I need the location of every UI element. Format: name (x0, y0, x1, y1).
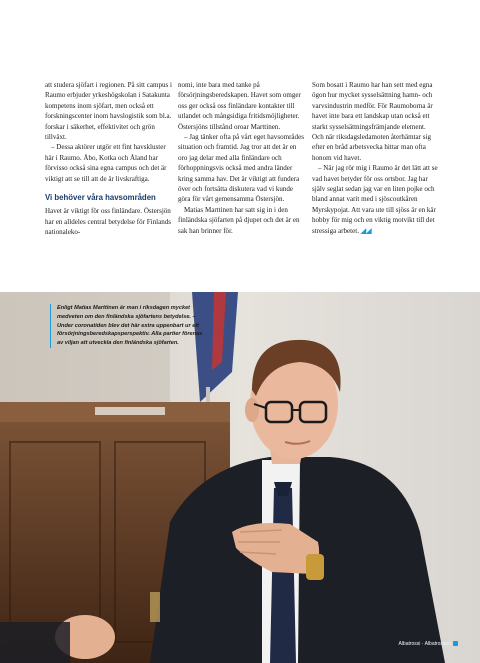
section-subheading: Vi behöver våra havsområden (45, 193, 156, 203)
article-column-2 (178, 80, 305, 236)
paragraph: – Jag tänker ofta på vårt eget havsområdes situation och framtid. Jag tror att det är en oro jag delar med alla finländare och förhoppningsvis också med andra länder kring samma hav. Det är viktigt att fundera över och fortsätta diskutera vad vi kunde göra för vårt gemensamma Östersjön. (178, 133, 304, 204)
paragraph: nomi, inte bara med tanke på försörjningsberedskapen. Havet som omger oss ger också oss finländare kontakter till utlandet och mångsidiga fritidsmöjligheter. Östersjöns tillstånd oroar Marttinen. (178, 81, 301, 131)
paragraph (312, 163, 439, 237)
article-column-3 (312, 80, 439, 237)
paragraph: att studera sjöfart i regionen. På sitt campus i Raumo erbjuder yrkeshögskolan i Satakunta kompetens inom sjöfart, men också ett forskningscenter inom havslogistik som bl.a. forskar i säkerhet, effektivitet och grön tillväxt. (45, 81, 173, 142)
photo-caption: Enligt Matias Marttinen är man i riksdagen mycket medveten om den finländska sjöfartens betydelse. – Under coronatiden blev det här extra uppenbart ur ett försörjningsberedskapsperspektiv. Alla partier förenas av viljan att utveckla den finländska sjöfarten. (50, 304, 207, 348)
paragraph: Som bosatt i Raumo har han sett med egna ögon hur mycket sysselsättning hamn- och varvsindustrin medför. För Raumoborna är havet inte bara ett landskap utan också ett starkt sysselsättningsfrämjande element. Och när riksdagsledamoten återhämtar sig efter en bråd arbetsvecka hittar man ofta honom vid havet. (312, 81, 433, 162)
paragraph: – Dessa aktörer utgör ett fint havskluster här i Raumo. Åbo, Kotka och Åland har förvisso också sina egna campus och det är viktigt att se till att de är livskraftiga. (45, 143, 167, 183)
folio-text: Albatrossi · Albatrossen (398, 641, 451, 647)
article-column-1 (45, 80, 172, 238)
brand-mark-icon (453, 641, 458, 646)
paragraph-text: – När jag rör mig i Raumo är det lätt att se vad havet betyder för oss ortsbor. Jag har själv seglat sedan jag var en liten pojke och bland annat varit med i sjöscoutkåren Myrskypojat. Att vara ute till sjöss är en kär hobby för mig och en viktig motvikt till det stressiga arbetet. (312, 164, 438, 235)
paragraph: Havet är viktigt för oss finländare. Östersjön har en alldeles central betydelse för Finlands nationaleko- (45, 207, 172, 237)
paragraph: Matias Marttinen har satt sig in i den finländska sjöfarten på djupet och det är en sak han brinner för. (178, 205, 300, 235)
folio (398, 641, 458, 647)
end-mark-icon: ◢◢ (360, 227, 372, 235)
